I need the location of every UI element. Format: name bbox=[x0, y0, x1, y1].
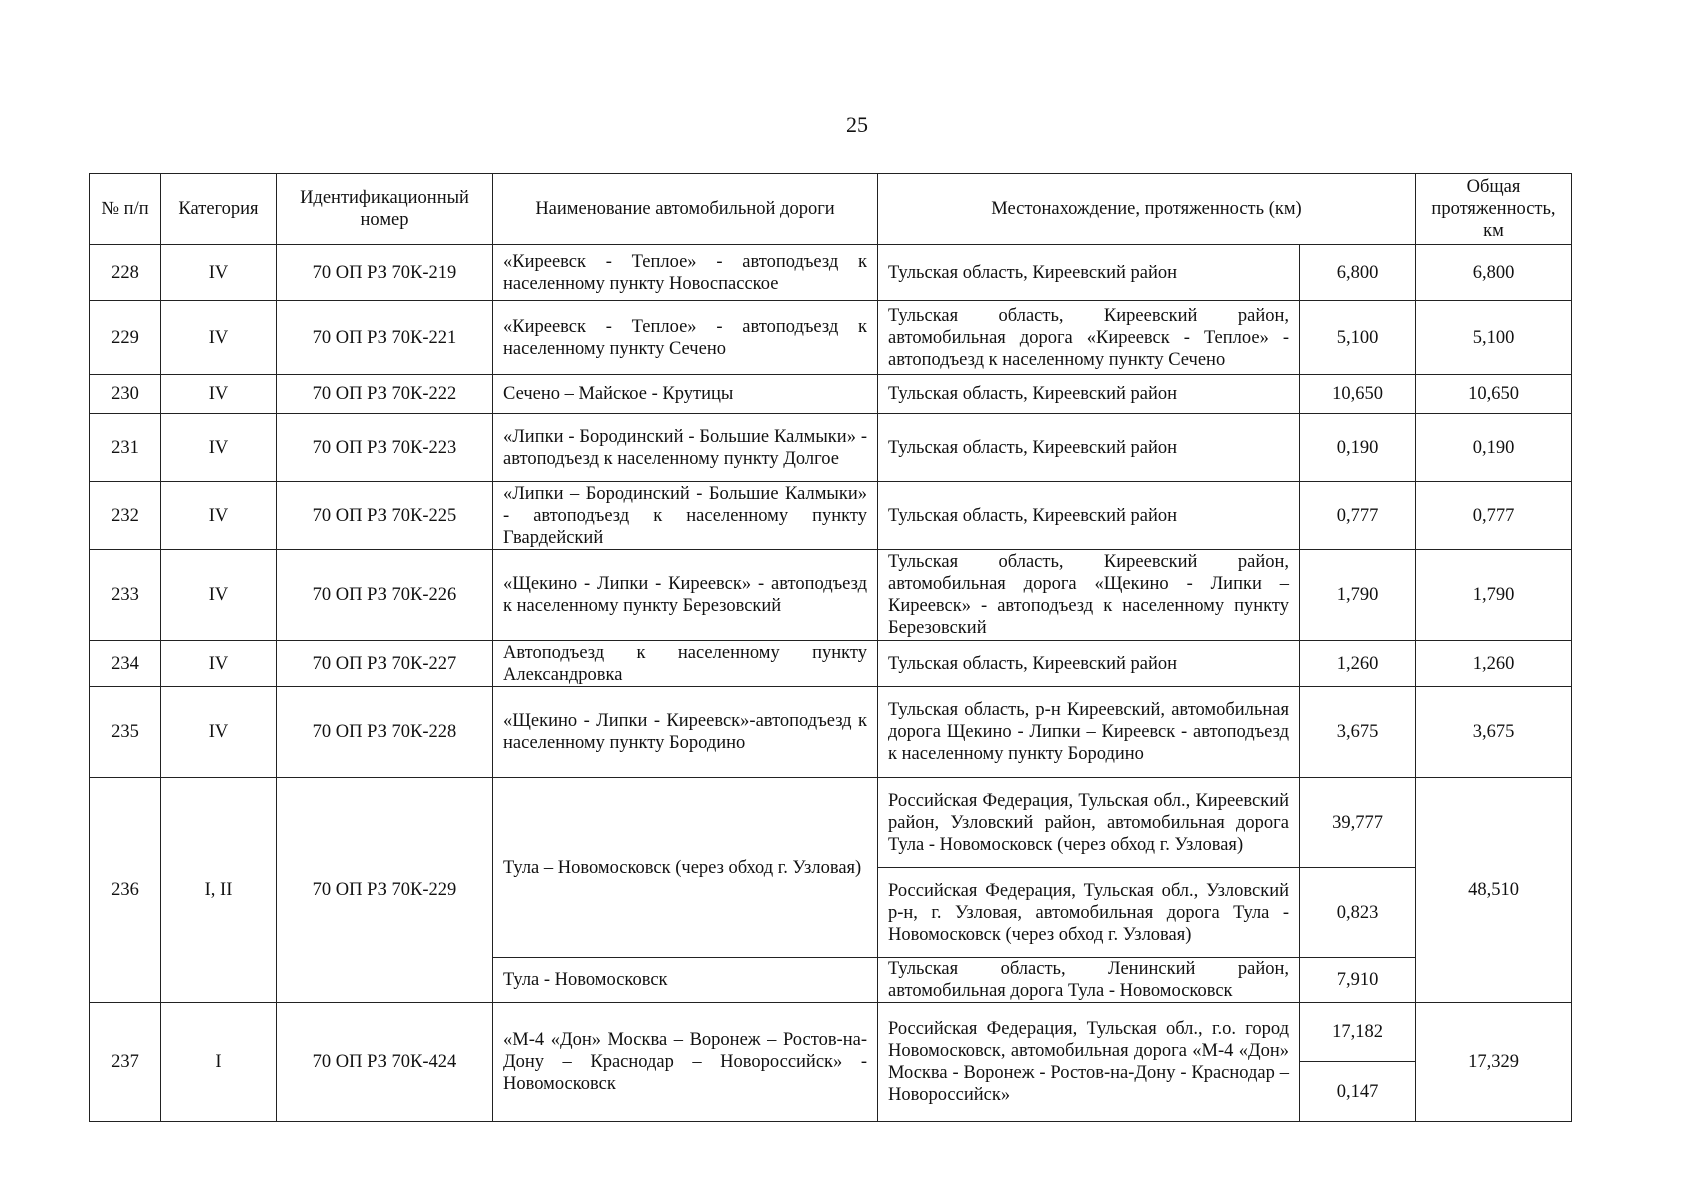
row-location: Российская Федерация, Тульская обл., Киреевский район, Узловский район, автомобильная дорога Тула - Новомосковск (через обход г. Узловая) bbox=[878, 778, 1300, 868]
row-num: 228 bbox=[90, 245, 161, 301]
table-row bbox=[90, 375, 1572, 414]
row-location: Тульская область, Киреевский район bbox=[878, 641, 1300, 687]
header-name: Наименование автомобильной дороги bbox=[493, 174, 878, 245]
row-total: 48,510 bbox=[1416, 778, 1572, 1003]
table-row bbox=[90, 414, 1572, 482]
table-row bbox=[90, 550, 1572, 641]
table-row bbox=[90, 301, 1572, 375]
row-num: 237 bbox=[90, 1003, 161, 1122]
row-length: 10,650 bbox=[1300, 375, 1416, 414]
row-length: 0,190 bbox=[1300, 414, 1416, 482]
table-row bbox=[90, 641, 1572, 687]
table-header-row bbox=[90, 174, 1572, 245]
row-category: IV bbox=[161, 550, 277, 641]
row-length: 17,182 bbox=[1300, 1003, 1416, 1062]
row-num: 231 bbox=[90, 414, 161, 482]
table-row bbox=[90, 245, 1572, 301]
row-num: 235 bbox=[90, 687, 161, 778]
row-category: IV bbox=[161, 301, 277, 375]
page-number: 25 bbox=[846, 112, 868, 137]
row-num: 236 bbox=[90, 778, 161, 1003]
row-id: 70 ОП РЗ 70К-219 bbox=[277, 245, 493, 301]
row-id: 70 ОП РЗ 70К-227 bbox=[277, 641, 493, 687]
row-road-name: Автоподъезд к населенному пункту Александровка bbox=[493, 641, 878, 687]
row-num: 232 bbox=[90, 482, 161, 550]
row-id: 70 ОП РЗ 70К-228 bbox=[277, 687, 493, 778]
row-location: Тульская область, Киреевский район bbox=[878, 375, 1300, 414]
row-total: 10,650 bbox=[1416, 375, 1572, 414]
row-total: 1,790 bbox=[1416, 550, 1572, 641]
row-category: IV bbox=[161, 375, 277, 414]
row-num: 234 bbox=[90, 641, 161, 687]
row-id: 70 ОП РЗ 70К-221 bbox=[277, 301, 493, 375]
header-num: № п/п bbox=[90, 174, 161, 245]
row-road-name: «Липки - Бородинский - Большие Калмыки» - автоподъезд к населенному пункту Долгое bbox=[493, 414, 878, 482]
roads-table bbox=[89, 173, 1572, 1122]
table-row bbox=[90, 1003, 1572, 1062]
row-length: 5,100 bbox=[1300, 301, 1416, 375]
row-road-name: Тула – Новомосковск (через обход г. Узловая) bbox=[493, 778, 878, 958]
row-road-name: «Щекино - Липки - Киреевск» - автоподъезд к населенному пункту Березовский bbox=[493, 550, 878, 641]
row-location: Тульская область, Киреевский район bbox=[878, 245, 1300, 301]
row-num: 230 bbox=[90, 375, 161, 414]
row-location: Тульская область, Киреевский район, автомобильная дорога «Щекино - Липки – Киреевск» - автоподъезд к населенному пункту Березовский bbox=[878, 550, 1300, 641]
row-road-name: «Липки – Бородинский - Большие Калмыки» - автоподъезд к населенному пункту Гвардейский bbox=[493, 482, 878, 550]
row-category: I bbox=[161, 1003, 277, 1122]
table-row bbox=[90, 778, 1572, 868]
row-location: Российская Федерация, Тульская обл., Узловский р-н, г. Узловая, автомобильная дорога Тула - Новомосковск (через обход г. Узловая) bbox=[878, 868, 1300, 958]
row-id: 70 ОП РЗ 70К-229 bbox=[277, 778, 493, 1003]
row-total: 1,260 bbox=[1416, 641, 1572, 687]
row-length: 7,910 bbox=[1300, 958, 1416, 1003]
row-length: 1,260 bbox=[1300, 641, 1416, 687]
row-category: I, II bbox=[161, 778, 277, 1003]
row-num: 229 bbox=[90, 301, 161, 375]
row-category: IV bbox=[161, 687, 277, 778]
row-length: 0,823 bbox=[1300, 868, 1416, 958]
row-length: 0,777 bbox=[1300, 482, 1416, 550]
row-road-name: Сечено – Майское - Крутицы bbox=[493, 375, 878, 414]
row-id: 70 ОП РЗ 70К-225 bbox=[277, 482, 493, 550]
row-length: 3,675 bbox=[1300, 687, 1416, 778]
row-location: Тульская область, Ленинский район, автомобильная дорога Тула - Новомосковск bbox=[878, 958, 1300, 1003]
row-location: Тульская область, Киреевский район, автомобильная дорога «Киреевск - Теплое» - автоподъезд к населенному пункту Сечено bbox=[878, 301, 1300, 375]
row-total: 0,190 bbox=[1416, 414, 1572, 482]
table-row bbox=[90, 482, 1572, 550]
row-location: Тульская область, Киреевский район bbox=[878, 414, 1300, 482]
header-location: Местонахождение, протяженность (км) bbox=[878, 174, 1416, 245]
row-id: 70 ОП РЗ 70К-222 bbox=[277, 375, 493, 414]
row-length: 39,777 bbox=[1300, 778, 1416, 868]
row-location: Тульская область, Киреевский район bbox=[878, 482, 1300, 550]
header-id: Идентификационный номер bbox=[277, 174, 493, 245]
row-location: Тульская область, р-н Киреевский, автомобильная дорога Щекино - Липки – Киреевск - автоподъезд к населенному пункту Бородино bbox=[878, 687, 1300, 778]
row-category: IV bbox=[161, 414, 277, 482]
row-total: 3,675 bbox=[1416, 687, 1572, 778]
row-total: 6,800 bbox=[1416, 245, 1572, 301]
row-length: 1,790 bbox=[1300, 550, 1416, 641]
row-id: 70 ОП РЗ 70К-424 bbox=[277, 1003, 493, 1122]
row-length: 0,147 bbox=[1300, 1062, 1416, 1122]
row-road-name: «М-4 «Дон» Москва – Воронеж – Ростов-на-Дону – Краснодар – Новороссийск» - Новомосковск bbox=[493, 1003, 878, 1122]
row-road-name: Тула - Новомосковск bbox=[493, 958, 878, 1003]
row-road-name: «Киреевск - Теплое» - автоподъезд к населенному пункту Новоспасское bbox=[493, 245, 878, 301]
row-location: Российская Федерация, Тульская обл., г.о. город Новомосковск, автомобильная дорога «М-4 «Дон» Москва - Воронеж - Ростов-на-Дону - Краснодар – Новороссийск» bbox=[878, 1003, 1300, 1122]
row-id: 70 ОП РЗ 70К-223 bbox=[277, 414, 493, 482]
row-road-name: «Щекино - Липки - Киреевск»-автоподъезд к населенному пункту Бородино bbox=[493, 687, 878, 778]
row-category: IV bbox=[161, 245, 277, 301]
row-num: 233 bbox=[90, 550, 161, 641]
row-total: 5,100 bbox=[1416, 301, 1572, 375]
row-id: 70 ОП РЗ 70К-226 bbox=[277, 550, 493, 641]
row-road-name: «Киреевск - Теплое» - автоподъезд к населенному пункту Сечено bbox=[493, 301, 878, 375]
row-category: IV bbox=[161, 641, 277, 687]
row-total: 17,329 bbox=[1416, 1003, 1572, 1122]
header-category: Категория bbox=[161, 174, 277, 245]
row-category: IV bbox=[161, 482, 277, 550]
row-length: 6,800 bbox=[1300, 245, 1416, 301]
table-row bbox=[90, 687, 1572, 778]
header-total: Общая протяженность, км bbox=[1416, 174, 1572, 245]
row-total: 0,777 bbox=[1416, 482, 1572, 550]
